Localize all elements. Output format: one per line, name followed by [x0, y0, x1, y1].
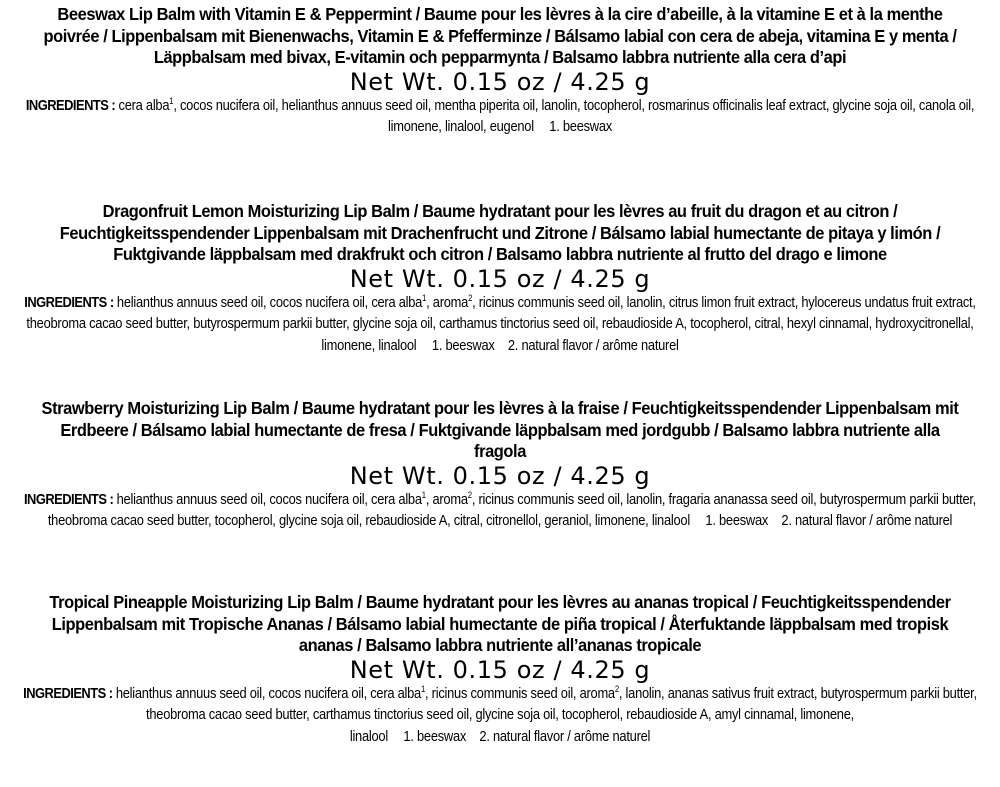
ingredients-text: , aroma	[426, 293, 469, 311]
ingredients-label: INGREDIENTS :	[24, 293, 114, 311]
ingredients-label: INGREDIENTS :	[23, 490, 114, 508]
net-weight: Net Wt. 0.15 oz / 4.25 g	[349, 655, 651, 684]
ingredients-footnotes: 1. beeswax 2. natural flavor / arôme naturel	[431, 336, 679, 354]
footnote-marker: 1	[169, 95, 174, 106]
footnote-marker: 2	[468, 292, 473, 303]
ingredients-text: helianthus annuus seed oil, cocos nucifera oil, cera alba	[115, 684, 421, 702]
ingredients-footnotes: 1. beeswax 2. natural flavor / arôme naturel	[705, 512, 953, 529]
ingredients-text: , ricinus communis seed oil, aroma	[425, 684, 615, 702]
product-beeswax-peppermint	[6, 4, 994, 201]
product-dragonfruit-lemon	[6, 201, 994, 398]
product-strawberry	[6, 398, 994, 592]
ingredients-text: , ricinus communis seed oil, lanolin, citrus limon fruit extract, hylocereus undatus fruit extract, theobroma cacao seed butter, butyrospermum parkii butter, glycine soja oil, carthamus tinctorius seed oil, rebaudioside A, tocopherol, citral, hexyl cinnamal, hydroxycitronellal, limonene, linalool	[26, 293, 976, 354]
product-tropical-pineapple	[6, 592, 994, 782]
ingredients-list	[15, 489, 985, 532]
footnote-marker: 1	[422, 292, 427, 303]
footnote-marker: 1	[421, 489, 426, 500]
ingredients-footnotes: 1. beeswax 2. natural flavor / arôme naturel	[403, 727, 651, 745]
ingredients-text: , aroma	[425, 490, 468, 508]
ingredients-text: , cocos nucifera oil, helianthus annuus seed oil, mentha piperita oil, lanolin, tocopherol, rosmarinus officinalis leaf extract, glycine soja oil, canola oil, limonene, linalool, eugenol	[173, 96, 975, 135]
ingredients-list	[15, 95, 985, 138]
product-title: Strawberry Moisturizing Lip Balm / Baume hydratant pour les lèvres à la fraise / Feuchtigkeitsspendender Lippenbalsam mit Erdbeere / Bálsamo labial humectante de fresa / Fuktgivande läppbalsam med jordgubb / Balsamo labbra nutriente alla fragola	[41, 398, 959, 461]
ingredients-label: INGREDIENTS :	[25, 96, 116, 114]
footnote-marker: 2	[614, 683, 619, 694]
ingredients-label: INGREDIENTS :	[23, 684, 113, 702]
footnote-marker: 2	[467, 489, 472, 500]
net-weight: Net Wt. 0.15 oz / 4.25 g	[349, 67, 651, 96]
ingredients-list	[15, 292, 985, 357]
net-weight: Net Wt. 0.15 oz / 4.25 g	[349, 264, 651, 293]
product-title: Tropical Pineapple Moisturizing Lip Balm / Baume hydratant pour les lèvres au ananas tropical / Feuchtigkeitsspendender Lippenbalsam mit Tropische Ananas / Bálsamo labial humectante de piña tropical / Återfuktande läppbalsam med tropisk ananas / Balsamo labbra nutriente all’ananas tropicale	[49, 592, 951, 655]
ingredients-text: , lanolin, ananas sativus fruit extract, butyrospermum parkii butter, theobroma cacao seed butter, carthamus tinctorius seed oil, glycine soja oil, tocopherol, rebaudioside A, amyl cinnamal, limonene, linalool	[146, 684, 977, 745]
product-title: Dragonfruit Lemon Moisturizing Lip Balm / Baume hydratant pour les lèvres au fruit du dragon et au citron / Feuchtigkeitsspendender Lippenbalsam mit Drachenfrucht und Zitrone / Bálsamo labial humectante de pitaya y limón / Fuktgivande läppbalsam med drakfrukt och citron / Balsamo labbra nutriente al frutto del drago e limone	[59, 201, 941, 264]
ingredients-footnotes: 1. beeswax	[549, 118, 612, 135]
product-title: Beeswax Lip Balm with Vitamin E & Peppermint / Baume pour les lèvres à la cire d’abeille, à la vitamine E et à la menthe poivrée / Lippenbalsam mit Bienenwachs, Vitamin E & Pfefferminze / Bálsamo labial con cera de abeja, vitamina E y menta / Läppbalsam med bivax, E-vitamin och pepparmynta / Balsamo labbra nutriente alla cera d’api	[43, 4, 957, 67]
footnote-marker: 1	[420, 683, 426, 694]
ingredients-text: cera alba	[118, 96, 170, 114]
net-weight: Net Wt. 0.15 oz / 4.25 g	[349, 461, 651, 490]
ingredients-text: , ricinus communis seed oil, lanolin, fragaria ananassa seed oil, butyrospermum parkii butter, theobroma cacao seed butter, tocopherol, glycine soja oil, rebaudioside A, citral, citronellol, geraniol, limonene, linalool	[47, 490, 977, 529]
ingredients-list	[15, 683, 985, 748]
ingredients-text: helianthus annuus seed oil, cocos nucifera oil, cera alba	[116, 293, 423, 311]
ingredients-text: helianthus annuus seed oil, cocos nucifera oil, cera alba	[116, 490, 422, 508]
